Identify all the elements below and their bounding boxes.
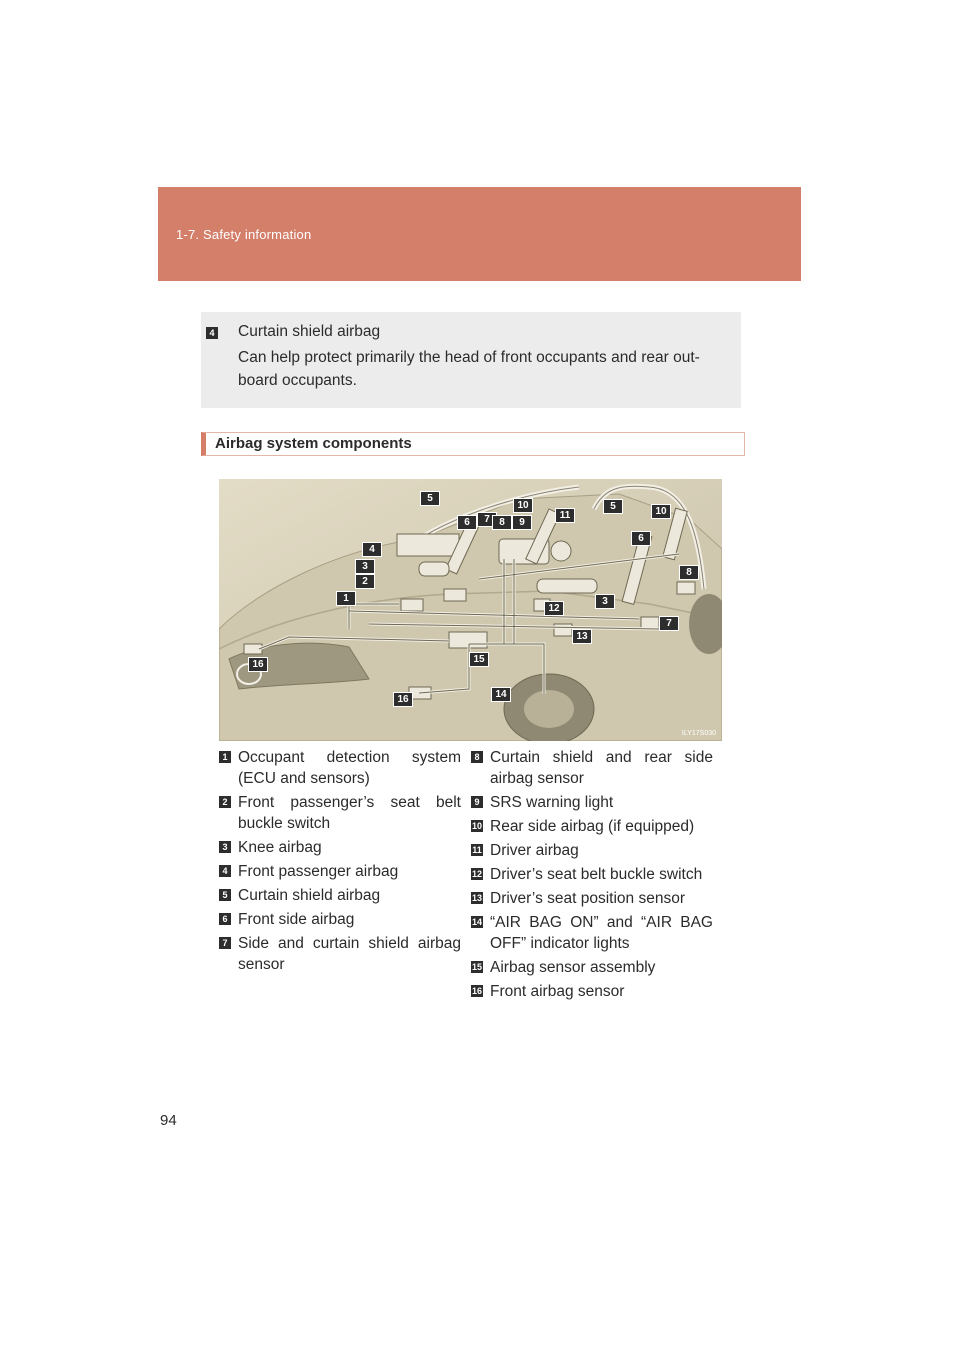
item-number-badge: 9 bbox=[471, 796, 483, 808]
callout: 1 bbox=[336, 591, 356, 606]
list-item bbox=[219, 909, 461, 930]
item-label: Curtain shield airbag bbox=[238, 887, 381, 904]
list-item bbox=[471, 840, 713, 861]
callout: 3 bbox=[355, 559, 375, 574]
item-label: Side and curtain shield airbag sensor bbox=[238, 935, 461, 973]
airbag-components-diagram bbox=[219, 479, 722, 741]
callout: 15 bbox=[469, 652, 489, 667]
components-list-right bbox=[471, 747, 713, 1005]
callout: 10 bbox=[513, 498, 533, 513]
callout: 6 bbox=[631, 531, 651, 546]
callout: 11 bbox=[555, 508, 575, 523]
callout: 16 bbox=[248, 657, 268, 672]
callout: 16 bbox=[393, 692, 413, 707]
callout: 10 bbox=[651, 504, 671, 519]
list-item bbox=[471, 957, 713, 978]
list-item bbox=[219, 933, 461, 975]
item-label: Driver’s seat belt buckle switch bbox=[490, 866, 703, 883]
item-number-badge: 4 bbox=[219, 865, 231, 877]
item-number-badge: 13 bbox=[471, 893, 482, 903]
page-number: 94 bbox=[160, 1112, 177, 1129]
list-item bbox=[471, 912, 713, 954]
list-item bbox=[219, 837, 461, 858]
item-number-badge: 2 bbox=[219, 796, 231, 808]
list-item bbox=[471, 816, 713, 837]
list-item bbox=[219, 861, 461, 882]
callout: 9 bbox=[512, 515, 532, 530]
callout: 12 bbox=[544, 601, 564, 616]
item-number-badge: 16 bbox=[471, 986, 482, 996]
list-item bbox=[471, 747, 713, 789]
callout: 14 bbox=[491, 687, 511, 702]
section-header-band bbox=[158, 187, 801, 281]
list-item bbox=[471, 888, 713, 909]
item-number-badge: 1 bbox=[219, 751, 231, 763]
callout: 7 bbox=[659, 616, 679, 631]
list-item bbox=[471, 981, 713, 1002]
callout: 2 bbox=[355, 574, 375, 589]
list-item bbox=[219, 885, 461, 906]
item-label: Front side airbag bbox=[238, 911, 355, 928]
item-label: Front passenger’s seat belt buckle switch bbox=[238, 794, 461, 832]
note-body: Can help protect primarily the head of front occupants and rear out-board occupants. bbox=[238, 349, 700, 389]
item-label: Curtain shield and rear side airbag sensor bbox=[490, 749, 713, 787]
item-number-badge: 6 bbox=[219, 913, 231, 925]
list-item bbox=[219, 747, 461, 789]
item-number-badge: 14 bbox=[471, 917, 482, 927]
item-number-badge: 10 bbox=[471, 821, 482, 831]
item-number-badge: 7 bbox=[219, 937, 231, 949]
item-label: Knee airbag bbox=[238, 839, 322, 856]
item-label: SRS warning light bbox=[490, 794, 614, 811]
list-item bbox=[471, 864, 713, 885]
item-label: Occupant detection system (ECU and sensors) bbox=[238, 749, 461, 787]
note-title: Curtain shield airbag bbox=[238, 323, 381, 340]
callout: 6 bbox=[457, 515, 477, 530]
item-number-badge: 5 bbox=[219, 889, 231, 901]
item-label: Front passenger airbag bbox=[238, 863, 399, 880]
section-subheading-text: Airbag system components bbox=[215, 435, 412, 452]
callout: 5 bbox=[420, 491, 440, 506]
note-number-badge: 4 bbox=[206, 327, 218, 339]
item-number-badge: 15 bbox=[471, 962, 482, 972]
item-label: “AIR BAG ON” and “AIR BAG OFF” indicator lights bbox=[490, 914, 713, 952]
list-item bbox=[219, 792, 461, 834]
list-item bbox=[471, 792, 713, 813]
item-number-badge: 8 bbox=[471, 751, 483, 763]
item-number-badge: 3 bbox=[219, 841, 231, 853]
callout: 13 bbox=[572, 629, 592, 644]
callout: 8 bbox=[492, 515, 512, 530]
components-list-left bbox=[219, 747, 461, 978]
item-label: Rear side airbag (if equipped) bbox=[490, 818, 695, 835]
item-label: Front airbag sensor bbox=[490, 983, 625, 1000]
callout: 5 bbox=[603, 499, 623, 514]
item-number-badge: 11 bbox=[472, 845, 482, 855]
item-label: Driver’s seat position sensor bbox=[490, 890, 685, 907]
section-subheading bbox=[201, 432, 745, 456]
item-label: Airbag sensor assembly bbox=[490, 959, 656, 976]
callout: 4 bbox=[362, 542, 382, 557]
figure-code: ILY17S030 bbox=[681, 730, 716, 737]
item-label: Driver airbag bbox=[490, 842, 579, 859]
item-number-badge: 12 bbox=[471, 869, 482, 879]
callout: 3 bbox=[595, 594, 615, 609]
callout: 7 bbox=[477, 512, 497, 527]
note-box bbox=[201, 312, 741, 408]
callout: 8 bbox=[679, 565, 699, 580]
section-label: 1-7. Safety information bbox=[176, 227, 312, 242]
